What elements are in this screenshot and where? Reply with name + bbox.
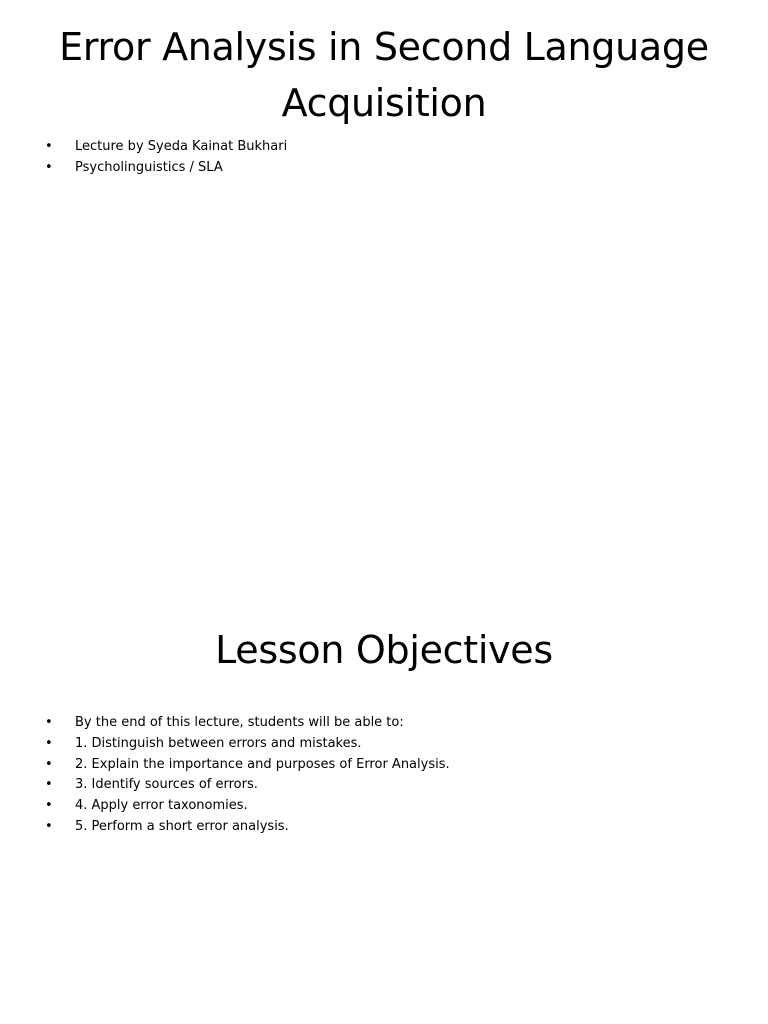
bullet-text: Lecture by Syeda Kainat Bukhari	[75, 139, 288, 154]
slide-title-bullet-list	[40, 137, 728, 179]
bullet-text: 2. Explain the importance and purposes of Error Analysis.	[75, 756, 450, 772]
bullet-text: By the end of this lecture, students will be able to:	[75, 715, 404, 730]
bullet-item	[40, 734, 728, 755]
bullet-text: 1. Distinguish between errors and mistakes.	[75, 735, 362, 751]
bullet-item	[40, 817, 728, 838]
bullet-dot-icon: •	[45, 798, 53, 814]
bullet-text: 3. Identify sources of errors.	[75, 777, 258, 793]
bullet-dot-icon: •	[45, 777, 53, 793]
objectives-bullet-list	[40, 713, 728, 838]
bullet-item	[40, 713, 728, 734]
bullet-dot-icon: •	[45, 715, 53, 730]
bullet-dot-icon: •	[45, 735, 53, 751]
bullet-text: 5. Perform a short error analysis.	[75, 818, 289, 834]
bullet-item	[40, 158, 728, 179]
bullet-item	[40, 796, 728, 817]
bullet-dot-icon: •	[45, 756, 53, 772]
slide-objectives-heading: Lesson Objectives	[215, 628, 553, 672]
bullet-dot-icon: •	[45, 818, 53, 834]
slide-lesson-objectives	[0, 576, 768, 1024]
bullet-item	[40, 137, 728, 158]
bullet-text: 4. Apply error taxonomies.	[75, 798, 248, 814]
bullet-dot-icon: •	[45, 159, 53, 175]
bullet-item	[40, 755, 728, 776]
bullet-dot-icon: •	[45, 139, 53, 154]
bullet-item	[40, 775, 728, 796]
slide-title-heading: Error Analysis in Second Language Acquisition	[59, 25, 709, 125]
bullet-text: Psycholinguistics / SLA	[75, 159, 223, 175]
